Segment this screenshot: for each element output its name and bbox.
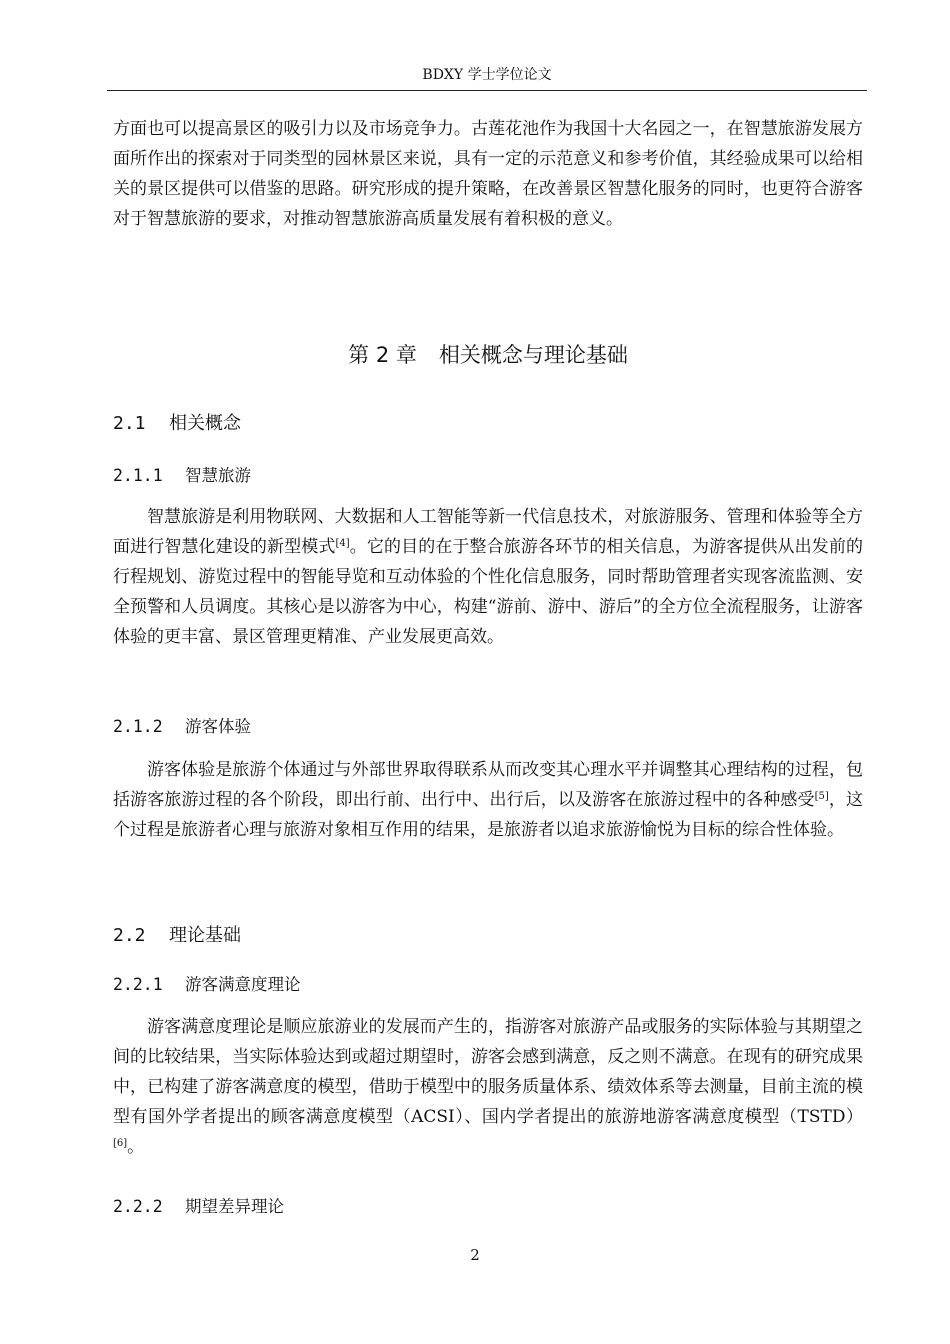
citation: [5]: [814, 791, 829, 802]
section-heading-2-1: [113, 411, 241, 437]
paragraph-text: 游客体验是旅游个体通过与外部世界取得联系从而改变其心理水平并调整其心理结构的过程，包括游客旅游过程的各个阶段，即出行前、出行中、出行后，以及游客在旅游过程中的各种感受: [113, 760, 863, 810]
subsection-heading-2-2-1: [113, 973, 301, 997]
running-header: BDXY 学士学位论文: [422, 67, 552, 83]
subsection-heading-2-1-2: [113, 715, 251, 739]
section-title: 理论基础: [169, 925, 241, 946]
subsection-title: 游客满意度理论: [185, 975, 301, 994]
subsection-heading-2-1-1: [113, 464, 251, 488]
paragraph-text: 。它的目的在于整合旅游各环节的相关信息，为游客提供从出发前的行程规划、游览过程中的智能导览和互动体验的个性化信息服务，同时帮助管理者实现客流监测、安全预警和人员调度。其核心是以游客为中心，构建“游前、游中、游后”的全方位全流程服务，让游客体验的更丰富、景区管理更精准、产业发展更高效。: [113, 537, 864, 647]
section-heading-2-2: [113, 923, 241, 949]
section-number: 2.2: [113, 925, 146, 946]
intro-paragraph: 方面也可以提高景区的吸引力以及市场竞争力。古莲花池作为我国十大名园之一，在智慧旅游发展方面所作出的探索对于同类型的园林景区来说，具有一定的示范意义和参考价值，其经验成果可以给相关的景区提供可以借鉴的思路。研究形成的提升策略，在改善景区智慧化服务的同时，也更符合游客对于智慧旅游的要求，对推动智慧旅游高质量发展有着积极的意义。: [113, 119, 863, 229]
paragraph-text: 智慧旅游是利用物联网、大数据和人工智能等新一代信息技术，对旅游服务、管理和体验等全方面进行智慧化建设的新型模式: [113, 507, 863, 557]
citation: [6]: [113, 1138, 128, 1149]
paragraph-tourist-experience: [113, 755, 863, 845]
paragraph-text: 游客满意度理论是顺应旅游业的发展而产生的，指游客对旅游产品或服务的实际体验与其期望之间的比较结果，当实际体验达到或超过期望时，游客会感到满意，反之则不满意。在现有的研究成果中，已构建了游客满意度的模型，借助于模型中的服务质量体系、绩效体系等去测量，目前主流的模型有国外学者提出的顾客满意度模型（ACSI）、国内学者提出的旅游地游客满意度模型（TSTD）: [113, 1017, 863, 1127]
chapter-label: 第 2 章: [348, 343, 417, 367]
citation: [4]: [335, 538, 350, 549]
paragraph-smart-tourism: [113, 502, 863, 652]
paragraph-text: ，这个过程是旅游者心理与旅游对象相互作用的结果，是旅游者以追求旅游愉悦为目标的综合性体验。: [113, 790, 864, 840]
paragraph-satisfaction-theory: [113, 1012, 863, 1162]
subsection-title: 游客体验: [185, 717, 251, 736]
paragraph-text: 。: [127, 1137, 145, 1157]
chapter-heading: [113, 338, 863, 372]
page-number: 2: [470, 1246, 480, 1264]
subsection-heading-2-2-2: [113, 1195, 284, 1219]
subsection-number: 2.2.1: [113, 975, 163, 994]
subsection-number: 2.1.2: [113, 717, 163, 736]
subsection-number: 2.2.2: [113, 1197, 163, 1216]
chapter-title: 相关概念与理论基础: [438, 343, 628, 367]
subsection-number: 2.1.1: [113, 466, 163, 485]
section-title: 相关概念: [169, 413, 241, 434]
header-rule: [107, 90, 867, 91]
subsection-title: 智慧旅游: [185, 466, 251, 485]
section-number: 2.1: [113, 413, 146, 434]
subsection-title: 期望差异理论: [185, 1197, 284, 1216]
